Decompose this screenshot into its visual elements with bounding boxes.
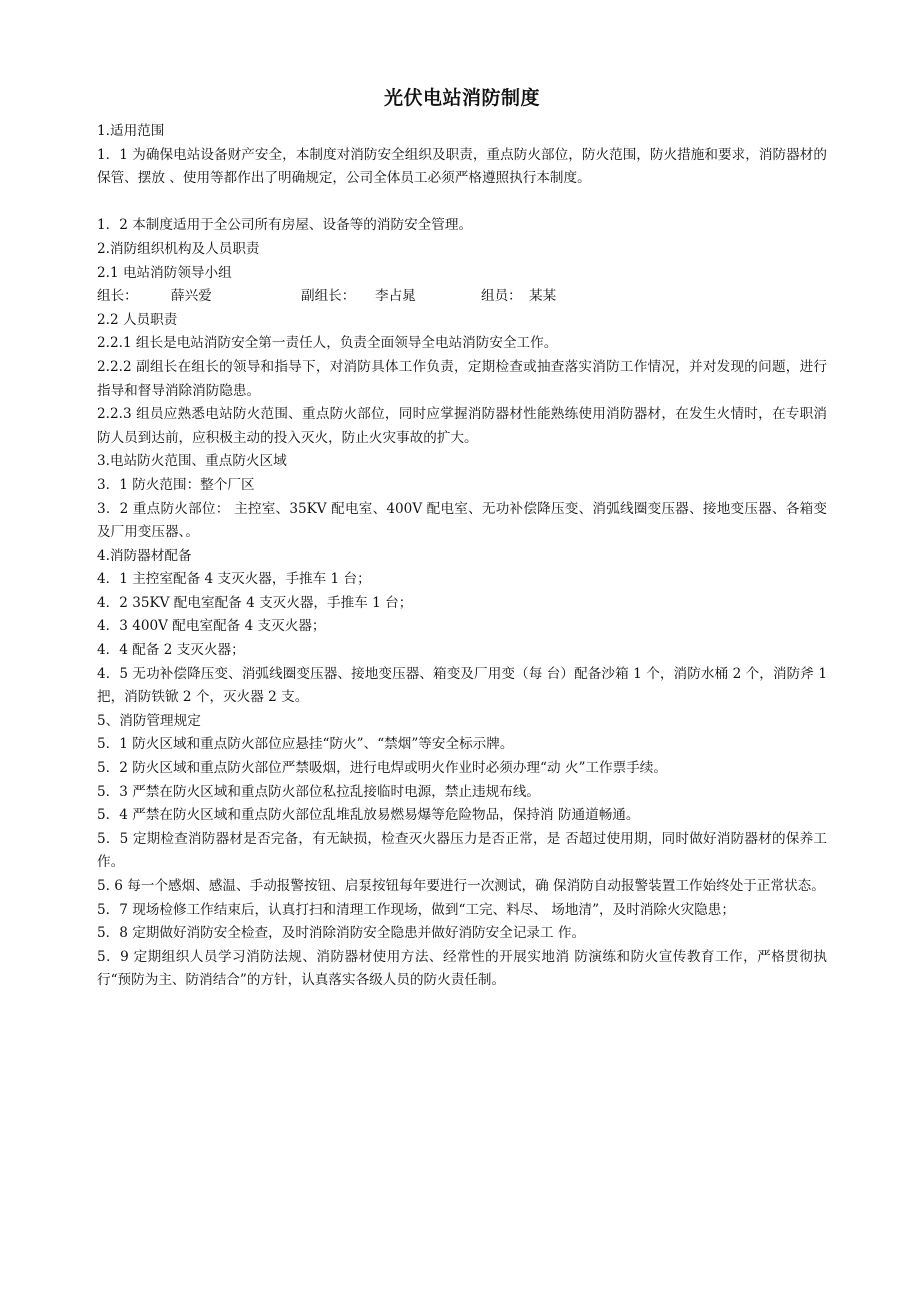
paragraph-1-1: 1．1 为确保电站设备财产安全，本制度对消防安全组织及职责，重点防火部位，防火范围，防火措施和要求，消防器材的保管、摆放 、使用等都作出了明确规定，公司全体员工必须严格遵照执行本制度。 (97, 146, 827, 187)
member-label: 组员： (481, 288, 522, 305)
paragraph-5-4: 5．4 严禁在防火区域和重点防火部位乱堆乱放易燃易爆等危险物品，保持消 防通道畅通。 (97, 807, 640, 824)
section-heading-organization: 2.消防组织机构及人员职责 (97, 240, 260, 257)
paragraph-4-1: 4．1 主控室配备 4 支灭火器，手推车 1 台； (97, 571, 371, 588)
deputy-label: 副组长： (301, 288, 356, 305)
paragraph-5-1: 5．1 防火区域和重点防火部位应悬挂“防火”、“禁烟”等安全标示牌。 (97, 736, 514, 753)
section-heading-equipment: 4.消防器材配备 (97, 547, 192, 564)
leader-name: 薛兴爱 (171, 288, 212, 305)
member-name: 某某 (529, 288, 557, 305)
section-heading-scope: 1.适用范围 (97, 123, 165, 139)
paragraph-4-3: 4．3 400V 配电室配备 4 支灭火器； (97, 618, 326, 635)
leadership-roster (97, 285, 827, 309)
paragraph-4-5: 4．5 无功补偿降压变、消弧线圈变压器、接地变压器、箱变及厂用变（每 台）配备沙箱 1 个，消防水桶 2 个，消防斧 1 把，消防铁锨 2 个，灭火器 2 支。 (97, 665, 827, 706)
paragraph-4-4: 4．4 配备 2 支灭火器； (97, 642, 245, 659)
paragraph-5-8: 5．8 定期做好消防安全检查，及时消除消防安全隐患并做好消防安全记录工 作。 (97, 925, 586, 942)
paragraph-1-2: 1．2 本制度适用于全公司所有房屋、设备等的消防安全管理。 (97, 217, 473, 234)
paragraph-5-7: 5．7 现场检修工作结束后，认真打扫和清理工作现场，做到“工完、料尽、 场地清”，及时消除火灾隐患； (97, 901, 735, 918)
section-heading-fire-zones: 3.电站防火范围、重点防火区域 (97, 453, 287, 470)
section-heading-management: 5、消防管理规定 (97, 712, 201, 729)
paragraph-5-9: 5．9 定期组织人员学习消防法规、消防器材使用方法、经常性的开展实地消 防演练和防火宣传教育工作，严格贯彻执行“预防为主、防消结合”的方针，认真落实各级人员的防火责任制。 (97, 948, 827, 989)
subsection-heading-leadership: 2.1 电站消防领导小组 (97, 264, 232, 281)
paragraph-3-2: 3．2 重点防火部位： 主控室、35KV 配电室、400V 配电室、无功补偿降压变、消弧线圈变压器、接地变压器、各箱变及厂用变压器、。 (97, 500, 827, 541)
paragraph-5-6: 5. 6 每一个感烟、感温、手动报警按钮、启泵按钮每年要进行一次测试，确 保消防自动报警装置工作始终处于正常状态。 (97, 878, 825, 894)
document-title: 光伏电站消防制度 (383, 87, 540, 109)
document-page (97, 84, 827, 993)
paragraph-5-2: 5．2 防火区域和重点防火部位严禁吸烟，进行电焊或明火作业时必须办理“动 火”工作票手续。 (97, 760, 667, 777)
paragraph-3-1: 3．1 防火范围：整个厂区 (97, 476, 255, 493)
paragraph-2-2-2: 2.2.2 副组长在组长的领导和指导下，对消防具体工作负责，定期检查或抽查落实消防工作情况，并对发现的问题，进行指导和督导消除消防隐患。 (97, 358, 827, 399)
paragraph-4-2: 4．2 35KV 配电室配备 4 支灭火器，手推车 1 台； (97, 594, 413, 611)
subsection-heading-duties: 2.2 人员职责 (97, 311, 178, 328)
paragraph-2-2-3: 2.2.3 组员应熟悉电站防火范围、重点防火部位，同时应掌握消防器材性能熟练使用消防器材，在发生火情时，在专职消防人员到达前，应积极主动的投入灭火，防止火灾事故的扩大。 (97, 406, 827, 446)
deputy-name: 李占晁 (375, 288, 416, 305)
leader-label: 组长： (97, 288, 138, 305)
paragraph-5-3: 5．3 严禁在防火区域和重点防火部位私拉乱接临时电源，禁止违规布线。 (97, 783, 541, 800)
paragraph-2-2-1: 2.2.1 组长是电站消防安全第一责任人，负责全面领导全电站消防安全工作。 (97, 335, 558, 352)
blank-line (97, 191, 827, 215)
paragraph-5-5: 5．5 定期检查消防器材是否完备，有无缺损，检查灭火器压力是否正常，是 否超过使用期，同时做好消防器材的保养工作。 (97, 830, 827, 871)
